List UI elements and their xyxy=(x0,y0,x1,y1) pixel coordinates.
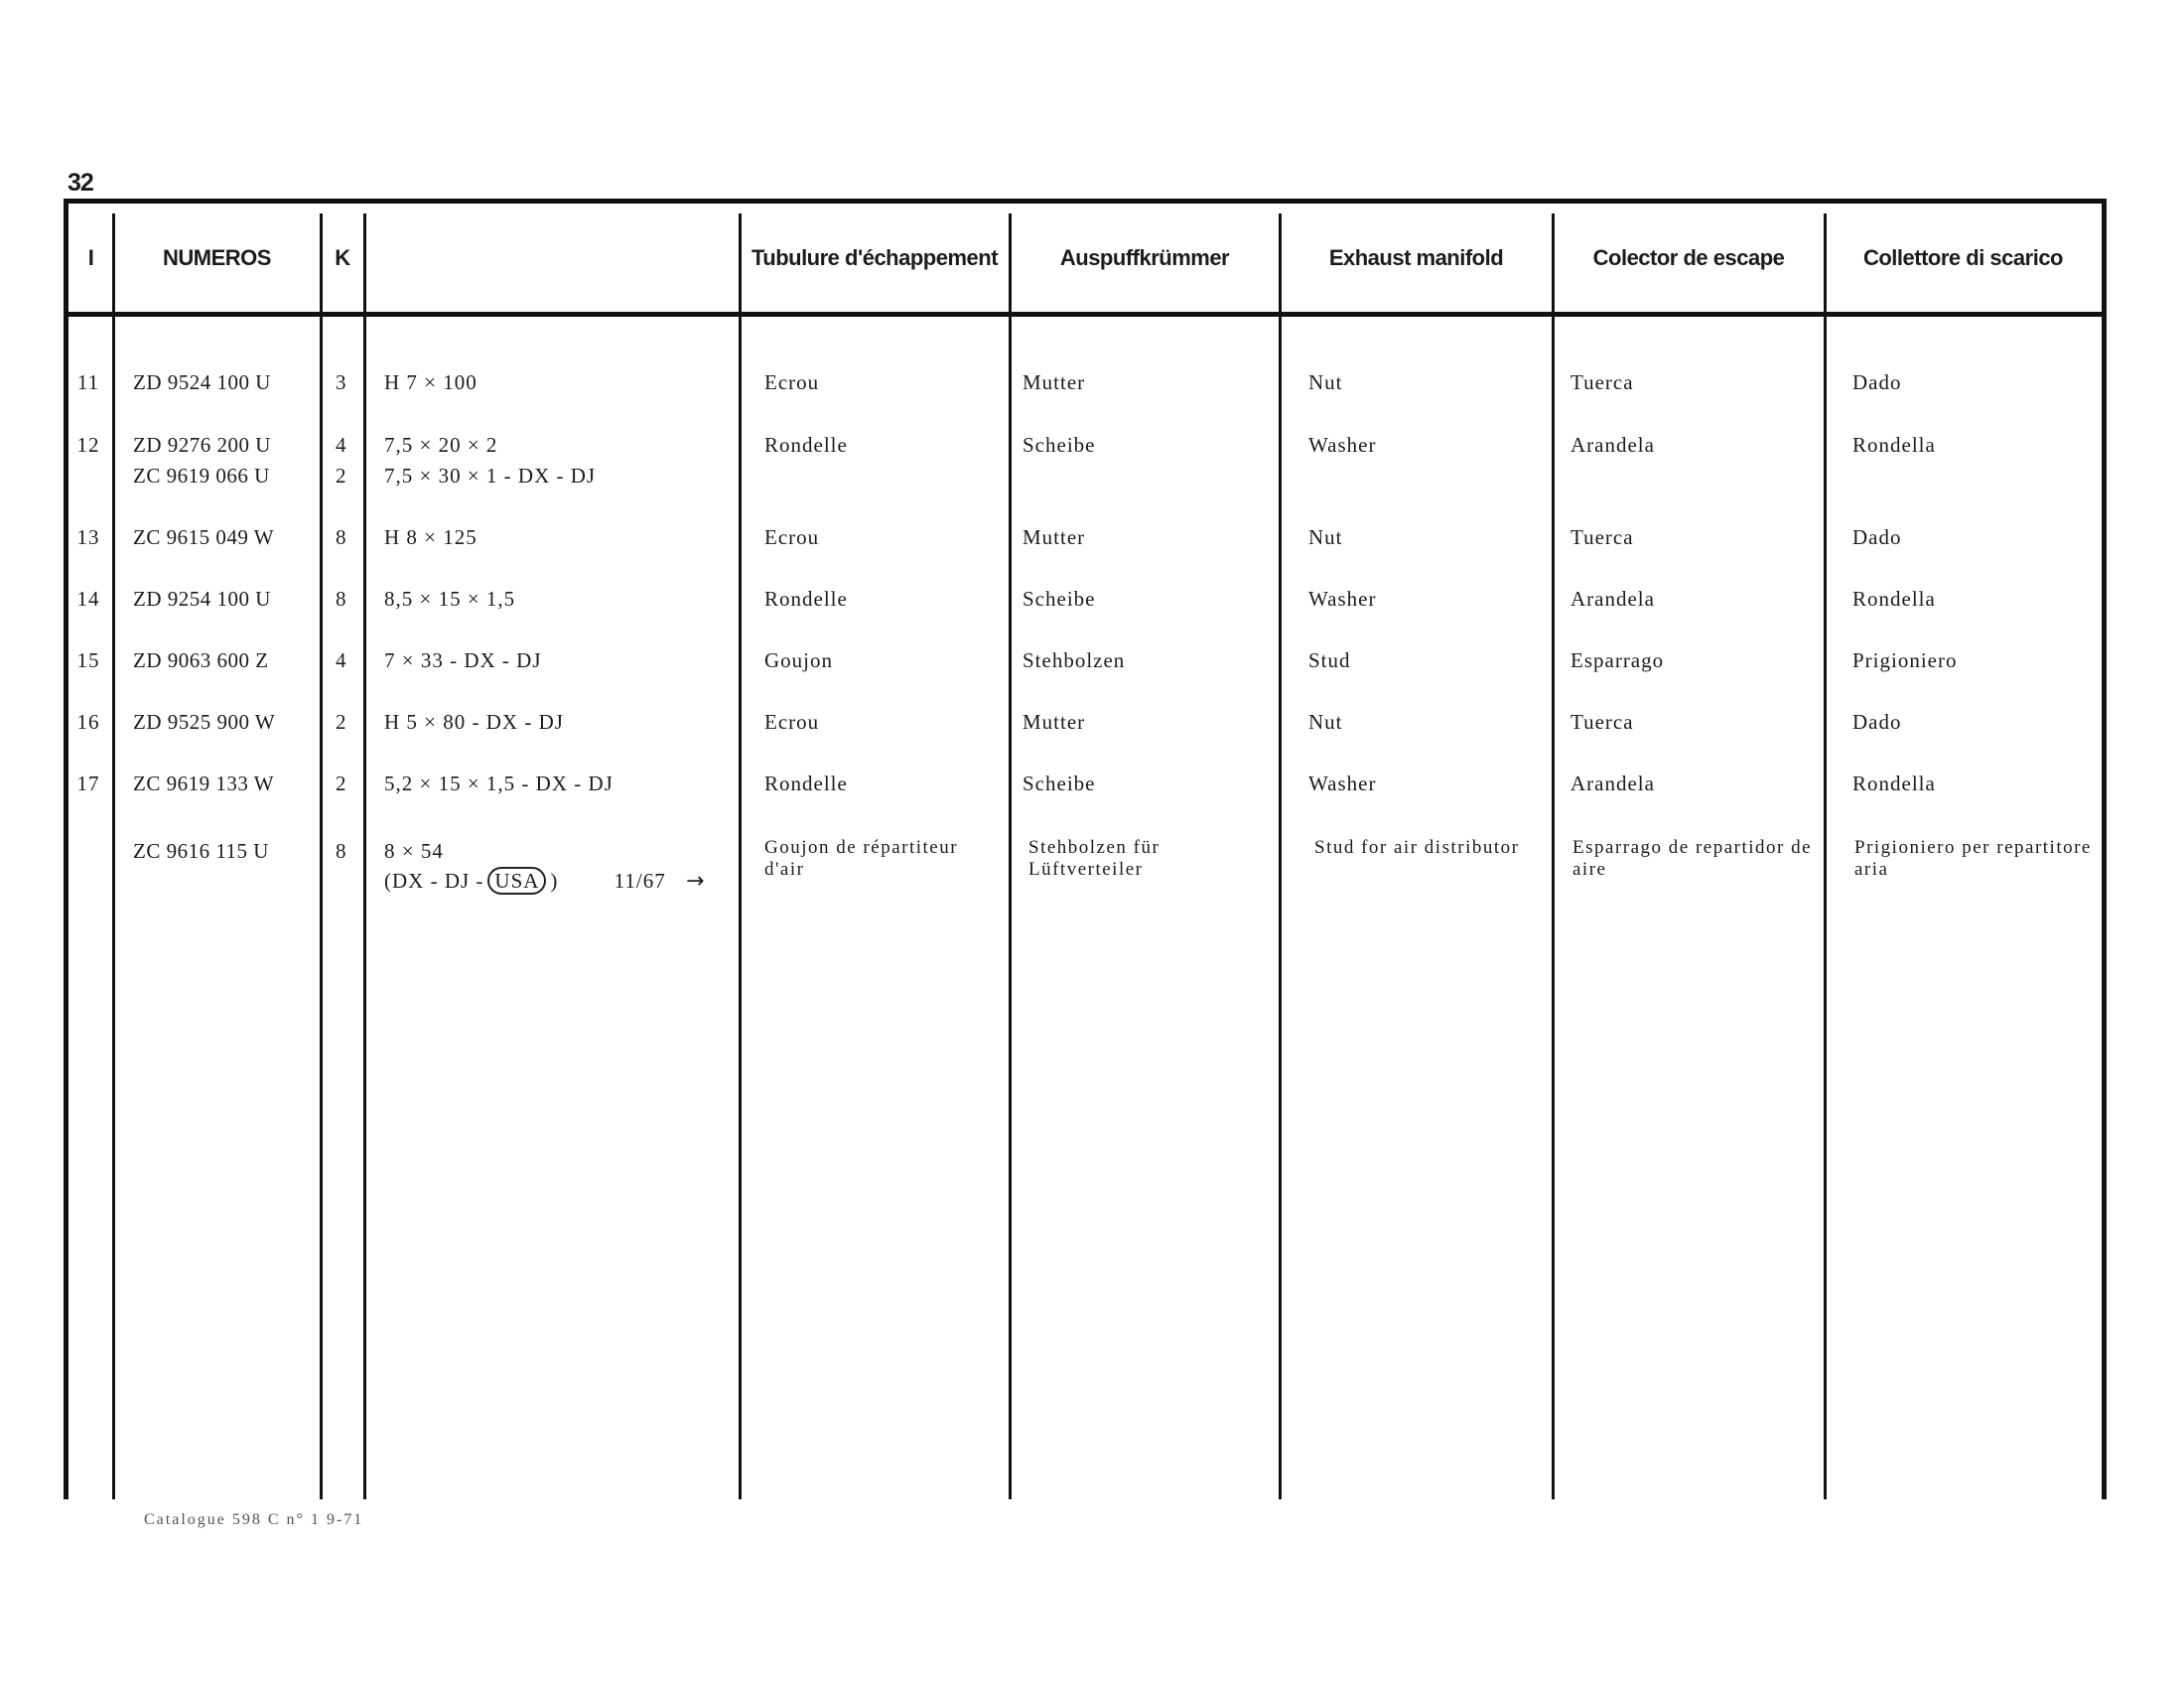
description-spanish: Arandela xyxy=(1570,772,1655,795)
header-bottom-rule xyxy=(68,312,2104,317)
description-german: Stehbolzen für Lüftverteiler xyxy=(1028,837,1160,880)
quantity: 4 xyxy=(336,433,347,457)
description-spanish: Tuerca xyxy=(1570,710,1634,734)
description-english: Washer xyxy=(1308,433,1377,457)
description-english: Stud for air distributor xyxy=(1314,837,1520,858)
usa-stamp: USA xyxy=(487,867,546,895)
description-italian: Prigioniero per repartitore aria xyxy=(1854,837,2092,880)
description-german: Stehbolzen xyxy=(1023,648,1126,672)
header-index: I xyxy=(87,245,94,270)
spec-date: 11/67 xyxy=(614,869,666,893)
quantity: 2 xyxy=(336,710,347,734)
part-number: ZD 9254 100 U xyxy=(133,587,271,611)
part-number: ZC 9615 049 W xyxy=(133,525,275,549)
description-italian: Dado xyxy=(1852,370,1902,394)
spec-variant-prefix: (DX - DJ - xyxy=(384,869,484,893)
description-german: Mutter xyxy=(1023,525,1086,549)
column-divider xyxy=(320,213,323,1499)
specification: 7 × 33 - DX - DJ xyxy=(384,648,542,672)
description-french: Ecrou xyxy=(764,525,820,549)
spec-variant-suffix: ) xyxy=(550,869,559,893)
description-french: Rondelle xyxy=(764,772,848,795)
specification: H 8 × 125 xyxy=(384,525,478,549)
part-number: ZC 9619 066 U xyxy=(133,464,270,488)
header-spec xyxy=(364,209,740,308)
description-german: Mutter xyxy=(1023,710,1086,734)
description-italian: Prigioniero xyxy=(1852,648,1958,672)
description-english: Stud xyxy=(1308,648,1351,672)
description-french: Rondelle xyxy=(764,587,848,611)
description-french: Goujon xyxy=(764,648,833,672)
quantity: 8 xyxy=(336,587,347,611)
description-spanish: Esparrago de repartidor de aire xyxy=(1572,837,1813,880)
description-french: Goujon de répartiteur d'air xyxy=(764,837,959,880)
part-number: ZD 9524 100 U xyxy=(133,370,271,394)
row-index: 14 xyxy=(76,587,100,611)
specification: 7,5 × 30 × 1 - DX - DJ xyxy=(384,464,597,488)
column-divider xyxy=(1009,213,1012,1499)
specification: 8,5 × 15 × 1,5 xyxy=(384,587,516,611)
column-divider xyxy=(363,213,366,1499)
description-italian: Rondella xyxy=(1852,433,1936,457)
table-right-rule xyxy=(2102,199,2107,1499)
row-index: 13 xyxy=(76,525,100,549)
specification: 7,5 × 20 × 2 xyxy=(384,433,498,457)
description-french: Rondelle xyxy=(764,433,848,457)
specification: 5,2 × 15 × 1,5 - DX - DJ xyxy=(384,772,614,795)
description-english: Washer xyxy=(1308,772,1377,795)
column-divider xyxy=(112,213,115,1499)
specification: H 7 × 100 xyxy=(384,370,478,394)
page-number: 32 xyxy=(68,169,93,197)
description-german: Scheibe xyxy=(1023,772,1096,795)
description-french: Ecrou xyxy=(764,370,820,394)
description-german: Mutter xyxy=(1023,370,1086,394)
part-number: ZD 9525 900 W xyxy=(133,710,276,734)
description-english: Nut xyxy=(1308,710,1343,734)
description-spanish: Arandela xyxy=(1570,587,1655,611)
spec-line-2 xyxy=(384,866,705,897)
header-english: Exhaust manifold xyxy=(1328,245,1504,270)
quantity: 8 xyxy=(336,839,347,863)
quantity: 8 xyxy=(336,525,347,549)
description-french: Ecrou xyxy=(764,710,820,734)
row-index: 11 xyxy=(76,370,100,394)
description-italian: Rondella xyxy=(1852,587,1936,611)
table-left-rule xyxy=(64,199,68,1499)
description-english: Nut xyxy=(1308,370,1343,394)
part-number: ZC 9616 115 U xyxy=(133,839,269,863)
quantity: 2 xyxy=(336,772,347,795)
description-italian: Rondella xyxy=(1852,772,1936,795)
right-arrow-icon: → xyxy=(685,869,706,894)
header-german: Auspuffkrümmer xyxy=(1059,245,1230,270)
description-english: Washer xyxy=(1308,587,1377,611)
column-divider xyxy=(1824,213,1827,1499)
header-k: K xyxy=(335,245,350,270)
quantity: 3 xyxy=(336,370,347,394)
table-top-rule xyxy=(64,199,2105,204)
description-italian: Dado xyxy=(1852,710,1902,734)
description-german: Scheibe xyxy=(1023,587,1096,611)
spec-line-1: 8 × 54 xyxy=(384,839,444,863)
column-divider xyxy=(739,213,742,1499)
header-italian: Collettore di scarico xyxy=(1862,245,2063,270)
quantity: 4 xyxy=(336,648,347,672)
header-french: Tubulure d'échappement xyxy=(751,245,999,270)
row-index: 12 xyxy=(76,433,100,457)
description-italian: Dado xyxy=(1852,525,1902,549)
part-number: ZD 9063 600 Z xyxy=(133,648,269,672)
row-index: 16 xyxy=(76,710,100,734)
column-divider xyxy=(1279,213,1282,1499)
description-spanish: Arandela xyxy=(1570,433,1655,457)
row-index: 15 xyxy=(76,648,100,672)
catalogue-reference: Catalogue 598 C n° 1 9-71 xyxy=(144,1511,364,1528)
part-number: ZC 9619 133 W xyxy=(133,772,275,795)
description-spanish: Tuerca xyxy=(1570,525,1634,549)
description-english: Nut xyxy=(1308,525,1343,549)
specification: H 5 × 80 - DX - DJ xyxy=(384,710,564,734)
part-number: ZD 9276 200 U xyxy=(133,433,271,457)
header-spanish: Colector de escape xyxy=(1592,245,1785,270)
description-spanish: Esparrago xyxy=(1570,648,1665,672)
quantity: 2 xyxy=(336,464,347,488)
description-spanish: Tuerca xyxy=(1570,370,1634,394)
row-index: 17 xyxy=(76,772,100,795)
header-numeros: NUMEROS xyxy=(163,245,271,270)
description-german: Scheibe xyxy=(1023,433,1096,457)
